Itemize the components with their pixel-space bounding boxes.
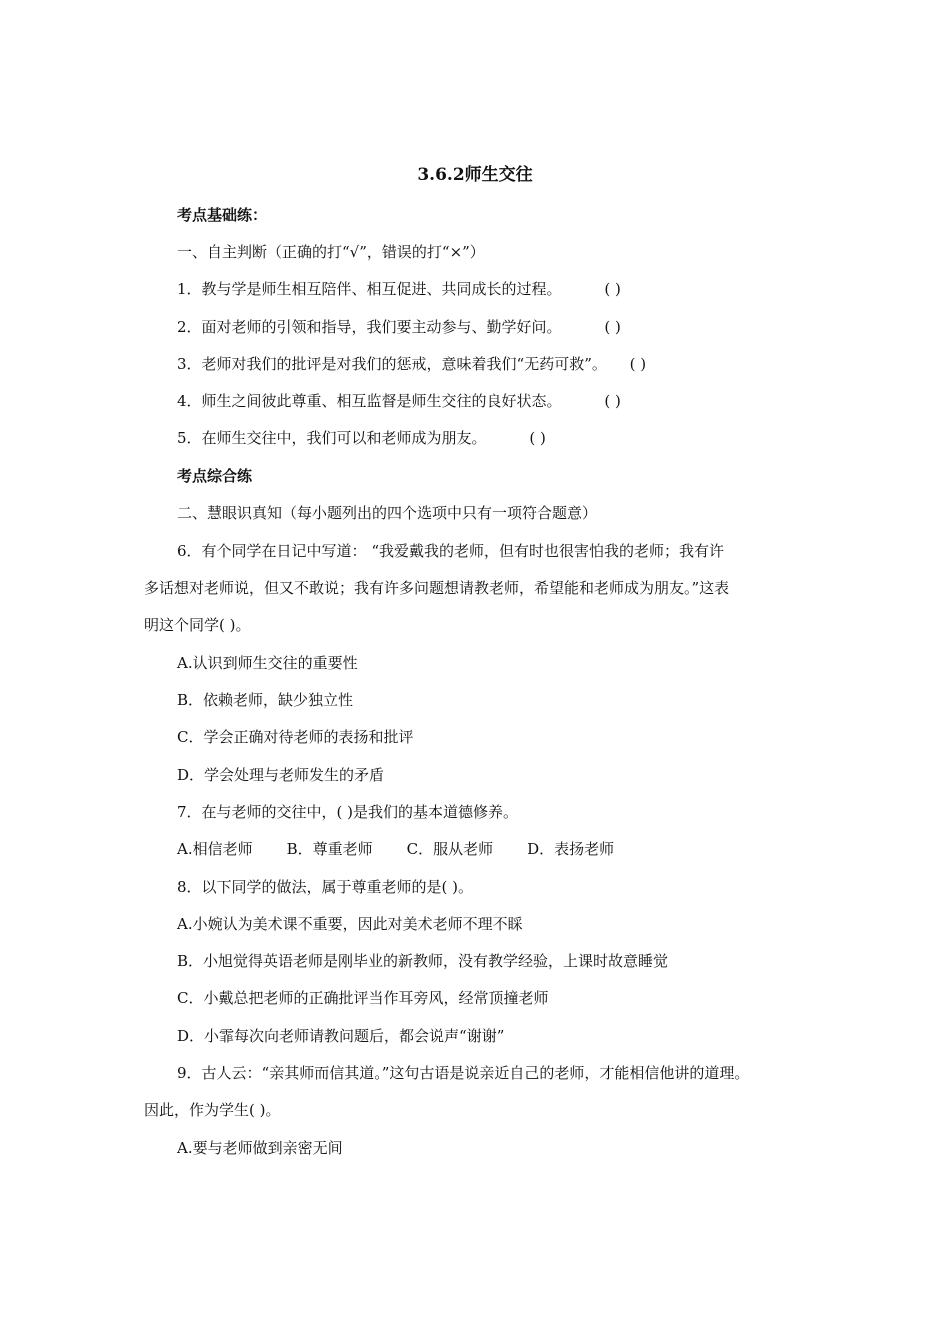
section-heading-basic: 考点基础练： [177,206,268,224]
q6-stem-line1: 6．有个同学在日记中写道： “我爱戴我的老师，但有时也很害怕我的老师；我有许 [177,542,724,560]
judgment-item [177,428,546,448]
part-two-instruction: 二、慧眼识真知（每小题列出的四个选项中只有一项符合题意） [177,504,598,522]
judgment-item [177,279,621,299]
q6-stem-line3: 明这个同学( )。 [144,616,251,634]
q8-option-b[interactable]: B．小旭觉得英语老师是刚毕业的新教师，没有教学经验，上课时故意睡觉 [177,952,669,970]
q8-option-d[interactable]: D．小霏每次向老师请教问题后，都会说声“谢谢” [177,1027,505,1045]
q6-option-b[interactable]: B．依赖老师，缺少独立性 [177,691,354,709]
answer-blank[interactable]: ( ) [604,280,621,298]
q7-stem: 7．在与老师的交往中，( )是我们的基本道德修养。 [177,803,519,821]
answer-blank[interactable]: ( ) [629,355,647,373]
q8-option-a[interactable]: A.小婉认为美术课不重要，因此对美术老师不理不睬 [177,915,523,933]
q6-option-c[interactable]: C．学会正确对待老师的表扬和批评 [177,728,414,746]
q7-option-a[interactable]: A.相信老师 [177,840,253,858]
judgment-text: 2．面对老师的引领和指导，我们要主动参与、勤学好问。 [177,318,562,336]
answer-blank[interactable]: ( ) [604,392,621,410]
q9-stem-line1: 9．古人云：“亲其师而信其道。”这句古语是说亲近自己的老师，才能相信他讲的道理。 [177,1064,750,1082]
answer-blank[interactable]: ( ) [604,318,621,336]
q6-option-a[interactable]: A.认识到师生交往的重要性 [177,654,358,672]
q7-options [177,839,614,859]
answer-blank[interactable]: ( ) [529,429,546,447]
judgment-text: 3．老师对我们的批评是对我们的惩戒，意味着我们“无药可救”。 [177,355,607,373]
judgment-text: 1．教与学是师生相互陪伴、相互促进、共同成长的过程。 [177,280,562,298]
q6-option-d[interactable]: D．学会处理与老师发生的矛盾 [177,766,385,784]
q9-stem-line2: 因此，作为学生( )。 [144,1101,281,1119]
judgment-text: 4．师生之间彼此尊重、相互监督是师生交往的良好状态。 [177,392,562,410]
q7-option-c[interactable]: C．服从老师 [406,840,494,858]
q8-stem: 8．以下同学的做法，属于尊重老师的是( )。 [177,878,474,896]
q9-option-a[interactable]: A.要与老师做到亲密无间 [177,1139,343,1157]
q8-option-c[interactable]: C．小戴总把老师的正确批评当作耳旁风，经常顶撞老师 [177,989,549,1007]
part-one-instruction: 一、自主判断（正确的打“√”，错误的打“×”） [177,243,485,261]
judgment-item [177,317,621,337]
q7-option-b[interactable]: B．尊重老师 [286,840,373,858]
judgment-item [177,354,646,374]
q7-option-d[interactable]: D．表扬老师 [527,840,615,858]
section-heading-comprehensive: 考点综合练 [177,467,253,485]
page-title: 3.6.2师生交往 [417,165,533,185]
judgment-text: 5．在师生交往中，我们可以和老师成为朋友。 [177,429,487,447]
judgment-item [177,391,621,411]
q6-stem-line2: 多话想对老师说，但又不敢说；我有许多问题想请教老师，希望能和老师成为朋友。”这表 [144,579,730,597]
